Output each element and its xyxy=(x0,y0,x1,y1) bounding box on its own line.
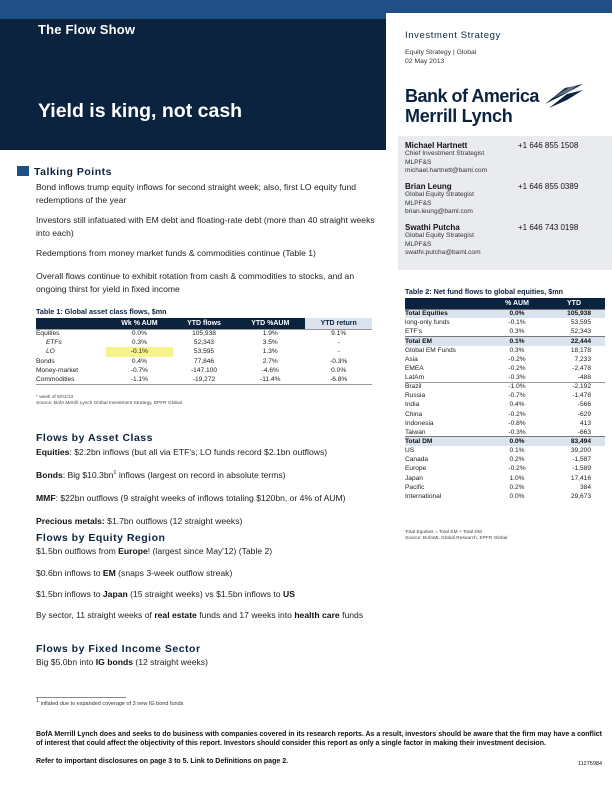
table-cell: Japan xyxy=(405,474,423,482)
table2-title: Table 2: Net fund flows to global equities, $mn xyxy=(405,287,564,296)
equity-region-line: By sector, 11 straight weeks of real estate funds and 17 weeks into health care funds xyxy=(36,610,364,620)
table-row: Bonds 0.4% 77,846 2.7% -0.3% xyxy=(36,357,348,365)
talking-point: Investors still infatuated with EM debt and floating-rate debt (more than 40 straight weeks into each) xyxy=(36,215,375,238)
table-row: Commodities -1.1% -19,272 -11.4% -6.8% xyxy=(36,375,372,384)
table-note: * week of 5/01/13 xyxy=(36,395,74,400)
table-cell: Europe xyxy=(405,465,427,473)
logo-text-line1: Bank of America xyxy=(405,86,539,106)
column-header: Wk % AUM xyxy=(106,318,173,329)
table-cell: 0.2% xyxy=(509,483,525,491)
table-cell: -1,587 xyxy=(572,456,591,464)
analyst-phone: +1 646 743 0198 xyxy=(518,223,579,232)
table-cell: 0.3% xyxy=(509,328,525,336)
report-title: Yield is king, not cash xyxy=(38,100,243,122)
show-title: The Flow Show xyxy=(38,22,136,37)
table-cell: EMEA xyxy=(405,364,424,372)
table-cell: -629 xyxy=(577,410,591,418)
header-top-strip xyxy=(386,0,612,13)
meta-date: 02 May 2013 xyxy=(405,58,445,65)
equity-flows-table xyxy=(405,298,605,501)
table-row: Money-market -0.7% -147,100 -4.6% 0.0% xyxy=(36,366,347,374)
table-cell: -0.7% xyxy=(508,392,526,400)
table-row xyxy=(405,492,605,501)
table-row xyxy=(405,391,605,400)
table-cell: Russia xyxy=(405,392,426,400)
table-cell: 0.0% xyxy=(509,492,525,500)
asset-class-flows-table xyxy=(36,318,372,385)
analyst-card xyxy=(405,141,579,175)
table-cell: 0.3% xyxy=(509,346,525,354)
column-header xyxy=(405,298,491,309)
asset-class-heading: Flows by Asset Class xyxy=(36,432,153,444)
footnote-divider xyxy=(36,697,126,698)
table-row xyxy=(405,419,605,428)
column-header xyxy=(36,318,106,329)
table-cell: 83,494 xyxy=(543,437,605,446)
table-cell: Total EM xyxy=(405,336,491,345)
table-row xyxy=(405,318,605,327)
fixed-income-heading: Flows by Fixed Income Sector xyxy=(36,643,201,655)
disclosure-reference[interactable]: Refer to important disclosures on page 3 to 5. Link to Definitions on page 2. xyxy=(36,758,289,765)
equity-region-line: $1.5bn outflows from Europe! (largest since May'12) (Table 2) xyxy=(36,546,273,556)
table-cell: 0.0% xyxy=(491,437,543,446)
table-cell: -0.2% xyxy=(508,465,526,473)
table-cell: -0.8% xyxy=(508,419,526,427)
table-row xyxy=(405,446,605,455)
asset-class-bonds: Bonds: Big $\$10.3bn^1$ inflows (largest on record in absolute terms) xyxy=(36,470,286,480)
table-cell: -0.2% xyxy=(508,364,526,372)
document-id: 11275984 xyxy=(577,761,602,767)
table-cell: 1.0% xyxy=(509,474,525,482)
column-header: YTD flows xyxy=(173,318,235,329)
analyst-firm: MLPF&S xyxy=(405,199,432,207)
talking-point: Overall flows continue to exhibit rotation from cash & commodities to stocks, and an ongoing thirst for yield in fixed income xyxy=(36,271,355,294)
table-cell: ETF's xyxy=(405,328,423,336)
analyst-title: Global Equity Strategist xyxy=(405,232,474,240)
table-row: ETFs 0.3% 52,343 3.5% - xyxy=(46,339,340,347)
table-cell: 53,595 xyxy=(570,319,591,327)
table-cell: 0.1% xyxy=(491,336,543,345)
table-row: LO -0.1% 53,595 1.3% - xyxy=(46,348,340,356)
table-cell: long-only funds xyxy=(405,319,450,327)
asset-class-equities: Equities: $2.2bn inflows (but all via ETF's; LO funds record $2.1bn outflows) xyxy=(36,447,328,457)
table2-notes xyxy=(405,530,507,542)
disclaimer: BofA Merrill Lynch does and seeks to do business with companies covered in its research reports. As a result, investors should be aware that the firm may have a conflict of interest that could affect the objectivity of this report. Investors should consider this report as only a single factor in making their investment decision. xyxy=(36,731,602,747)
analyst-name: Michael Hartnett xyxy=(405,141,468,150)
table-cell: -2,478 xyxy=(572,364,591,372)
table-cell: 0.4% xyxy=(509,401,525,409)
table-cell: -0.2% xyxy=(508,355,526,363)
section-marker-icon xyxy=(17,166,29,176)
table-cell: Total DM xyxy=(405,437,491,446)
table-row xyxy=(405,355,605,364)
table-source: Source: BofAML Global Research, EPFR Global xyxy=(405,536,508,542)
table-source: Source: BofA Merrill Lynch Global Investment Strategy, EPFR Global xyxy=(36,401,182,407)
asset-class-mmf: MMF: $22bn outflows (9 straight weeks of inflows totaling $120bn, or 4% of AUM) xyxy=(36,493,346,503)
document-meta xyxy=(405,48,476,66)
analyst-title: Global Equity Strategist xyxy=(405,191,474,199)
table-cell: 0.2% xyxy=(509,456,525,464)
table-cell: 17,416 xyxy=(570,474,591,482)
table-total-row xyxy=(405,309,605,318)
analyst-email[interactable]: michael.hartnett@baml.com xyxy=(405,166,488,174)
table1-notes xyxy=(36,395,182,407)
table-cell: -0.3% xyxy=(508,428,526,436)
analyst-email[interactable]: swathi.putcha@baml.com xyxy=(405,248,481,256)
table-row xyxy=(405,327,605,336)
table-cell: 105,938 xyxy=(543,309,605,318)
table-cell: LatAm xyxy=(405,373,425,381)
analyst-card xyxy=(405,182,579,216)
table-cell: -0.1% xyxy=(508,319,526,327)
table-cell: Asia xyxy=(405,355,418,363)
table-cell: 7,233 xyxy=(574,355,591,363)
table-cell: 22,444 xyxy=(543,336,605,345)
table-cell: -1.0% xyxy=(491,382,543,391)
table1-title: Table 1: Global asset class flows, $mn xyxy=(36,307,167,316)
table-row: Equities 0.0% 105,938 1.9% 9.1% xyxy=(36,329,372,338)
asset-class-precious-metals: Precious metals: $1.7bn outflows (12 straight weeks) xyxy=(36,516,243,526)
table-cell: -488 xyxy=(577,373,591,381)
analyst-phone: +1 646 855 0389 xyxy=(518,182,579,191)
table-row xyxy=(405,428,605,437)
table-header-row xyxy=(36,318,372,329)
analyst-name: Brian Leung xyxy=(405,182,452,191)
table-row xyxy=(405,483,605,492)
table-cell: India xyxy=(405,401,420,409)
analyst-email[interactable]: brian.leung@baml.com xyxy=(405,207,473,215)
table-row xyxy=(405,373,605,382)
table-cell: -663 xyxy=(577,428,591,436)
banner-top-strip xyxy=(0,0,386,19)
table-cell: International xyxy=(405,492,442,500)
company-logo xyxy=(405,86,585,126)
footnote: $^1$ inflated due to expanded coverage of 3 new IG bond funds xyxy=(36,698,184,707)
table-cell: -0.3% xyxy=(508,373,526,381)
table-cell: 39,200 xyxy=(570,447,591,455)
table-row xyxy=(405,364,605,373)
equity-region-line: $0.6bn inflows to EM (snaps 3-week outflow streak) xyxy=(36,568,233,578)
column-header: YTD xyxy=(543,298,605,309)
analyst-title: Chief Investment Strategist xyxy=(405,150,485,158)
table-cell: Canada xyxy=(405,456,429,464)
flag-logo-icon xyxy=(543,82,585,108)
table-cell: China xyxy=(405,410,423,418)
table-cell: Indonesia xyxy=(405,419,434,427)
table-cell: Global EM Funds xyxy=(405,346,456,354)
table-header-row xyxy=(405,298,605,309)
table-row xyxy=(405,382,605,391)
table-cell: 0.1% xyxy=(509,447,525,455)
table-row xyxy=(405,474,605,483)
table-cell: 384 xyxy=(579,483,591,491)
equity-region-line: $1.5bn inflows to Japan (15 straight weeks) vs $1.5bn inflows to US xyxy=(36,589,295,599)
table-row xyxy=(405,346,605,355)
table-cell: 18,178 xyxy=(570,346,591,354)
table-cell: Taiwan xyxy=(405,428,426,436)
column-header: % AUM xyxy=(491,298,543,309)
table-row xyxy=(405,400,605,409)
table-row xyxy=(405,455,605,464)
talking-point: Bond inflows trump equity inflows for second straight week; also, first LO equity fund redemptions of the year xyxy=(36,182,357,205)
highlighted-cell: -0.1% xyxy=(106,347,173,356)
table-cell: Brazil xyxy=(405,382,491,391)
department-label: Investment Strategy xyxy=(405,30,501,41)
column-header: YTD return xyxy=(305,318,372,329)
table-row xyxy=(405,410,605,419)
analyst-card xyxy=(405,223,579,257)
analyst-phone: +1 646 855 1508 xyxy=(518,141,579,150)
table-cell: Total Equities xyxy=(405,309,491,318)
table-cell: 0.0% xyxy=(491,309,543,318)
table-cell: -2,192 xyxy=(543,382,605,391)
table-cell: US xyxy=(405,447,415,455)
table-cell: Pacific xyxy=(405,483,425,491)
table-total-row xyxy=(405,437,605,446)
logo-text-line2: Merrill Lynch xyxy=(405,106,513,126)
table-cell: -0.2% xyxy=(508,410,526,418)
analyst-name: Swathi Putcha xyxy=(405,223,460,232)
table-cell: -566 xyxy=(577,401,591,409)
table-row xyxy=(405,464,605,473)
analyst-firm: MLPF&S xyxy=(405,240,432,248)
meta-category: Equity Strategy | Global xyxy=(405,49,477,56)
equity-region-heading: Flows by Equity Region xyxy=(36,532,166,544)
table-cell: 29,673 xyxy=(570,492,591,500)
column-header: YTD %AUM xyxy=(235,318,305,329)
talking-points-heading: Talking Points xyxy=(17,166,112,178)
table-cell: -1,589 xyxy=(572,465,591,473)
talking-point: Redemptions from money market funds & commodities continue (Table 1) xyxy=(36,248,316,258)
table-total-row xyxy=(405,336,605,345)
table-cell: 52,343 xyxy=(570,328,591,336)
table-note: Total Equities = Total EM + Total DM xyxy=(405,530,482,535)
analyst-firm: MLPF&S xyxy=(405,158,432,166)
fixed-income-line: Big $5.0bn into IG bonds (12 straight weeks) xyxy=(36,657,208,667)
table-cell: -1,478 xyxy=(572,392,591,400)
table-cell: 413 xyxy=(579,419,591,427)
